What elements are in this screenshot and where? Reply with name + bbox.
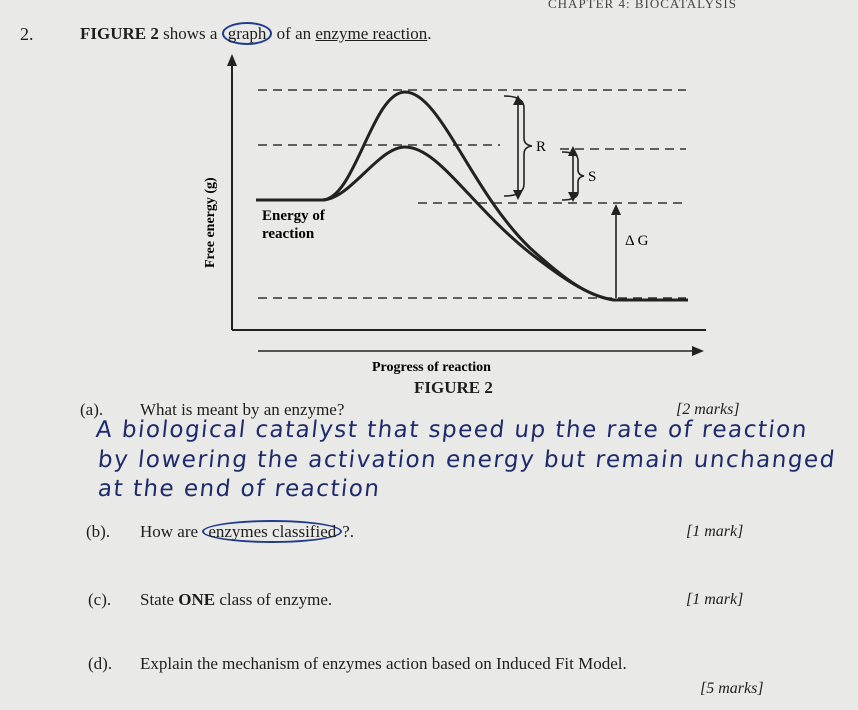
handwritten-answer-line2: by lowering the activation energy but remain unchanged (96, 447, 838, 473)
part-d-question: Explain the mechanism of enzymes action based on Induced Fit Model. (140, 654, 627, 673)
question-number: 2. (20, 24, 34, 44)
underlined-phrase: enzyme reaction (315, 24, 428, 43)
part-d-label: (d). (88, 654, 113, 673)
part-c-bold: ONE (178, 590, 216, 609)
part-a-marks: [2 marks] (676, 401, 740, 418)
part-a-label: (a). (80, 400, 104, 419)
figure-reference: FIGURE 2 (80, 24, 159, 43)
energy-label-line2: reaction (262, 226, 315, 242)
part-b-question (140, 522, 354, 542)
part-c-label: (c). (88, 590, 112, 609)
handwritten-answer-line3: at the end of reaction (96, 476, 382, 502)
part-c-text-end: class of enzyme. (215, 590, 333, 609)
part-b-text: How are (140, 522, 203, 541)
y-axis-label: Free energy (g) (203, 177, 218, 268)
energy-label-line1: Energy of (262, 208, 325, 224)
x-axis-arrow (692, 346, 704, 356)
part-a-question: What is meant by an enzyme? (140, 400, 345, 419)
part-b-circled-text: enzymes classified (202, 520, 342, 543)
label-r: R (536, 139, 547, 155)
part-b-label: (b). (86, 522, 111, 541)
x-axis-label: Progress of reaction (372, 360, 491, 375)
part-c-marks: [1 mark] (686, 591, 744, 608)
question-text-part: . (427, 24, 432, 43)
question-text-part: of an (272, 24, 316, 43)
catalysed-curve (322, 147, 614, 300)
delta-g-arrow-up (611, 204, 621, 215)
part-c-question (140, 590, 332, 610)
s-arrow-up (568, 146, 578, 156)
part-d-marks: [5 marks] (700, 680, 764, 697)
chapter-header: CHAPTER 4: BIOCATALYSIS (548, 0, 737, 11)
part-c-text: State (140, 590, 179, 609)
part-b-text-end: ?. (342, 522, 355, 541)
y-axis-arrow (227, 54, 237, 66)
label-delta-g: Δ G (625, 233, 649, 249)
handwritten-answer-line1: A biological catalyst that speed up the rate of reaction (94, 417, 810, 443)
question-text-part: shows a (158, 24, 222, 43)
label-s: S (588, 169, 597, 185)
figure-caption: FIGURE 2 (414, 378, 493, 397)
circled-word: graph (222, 22, 273, 45)
part-b-marks: [1 mark] (686, 523, 744, 540)
